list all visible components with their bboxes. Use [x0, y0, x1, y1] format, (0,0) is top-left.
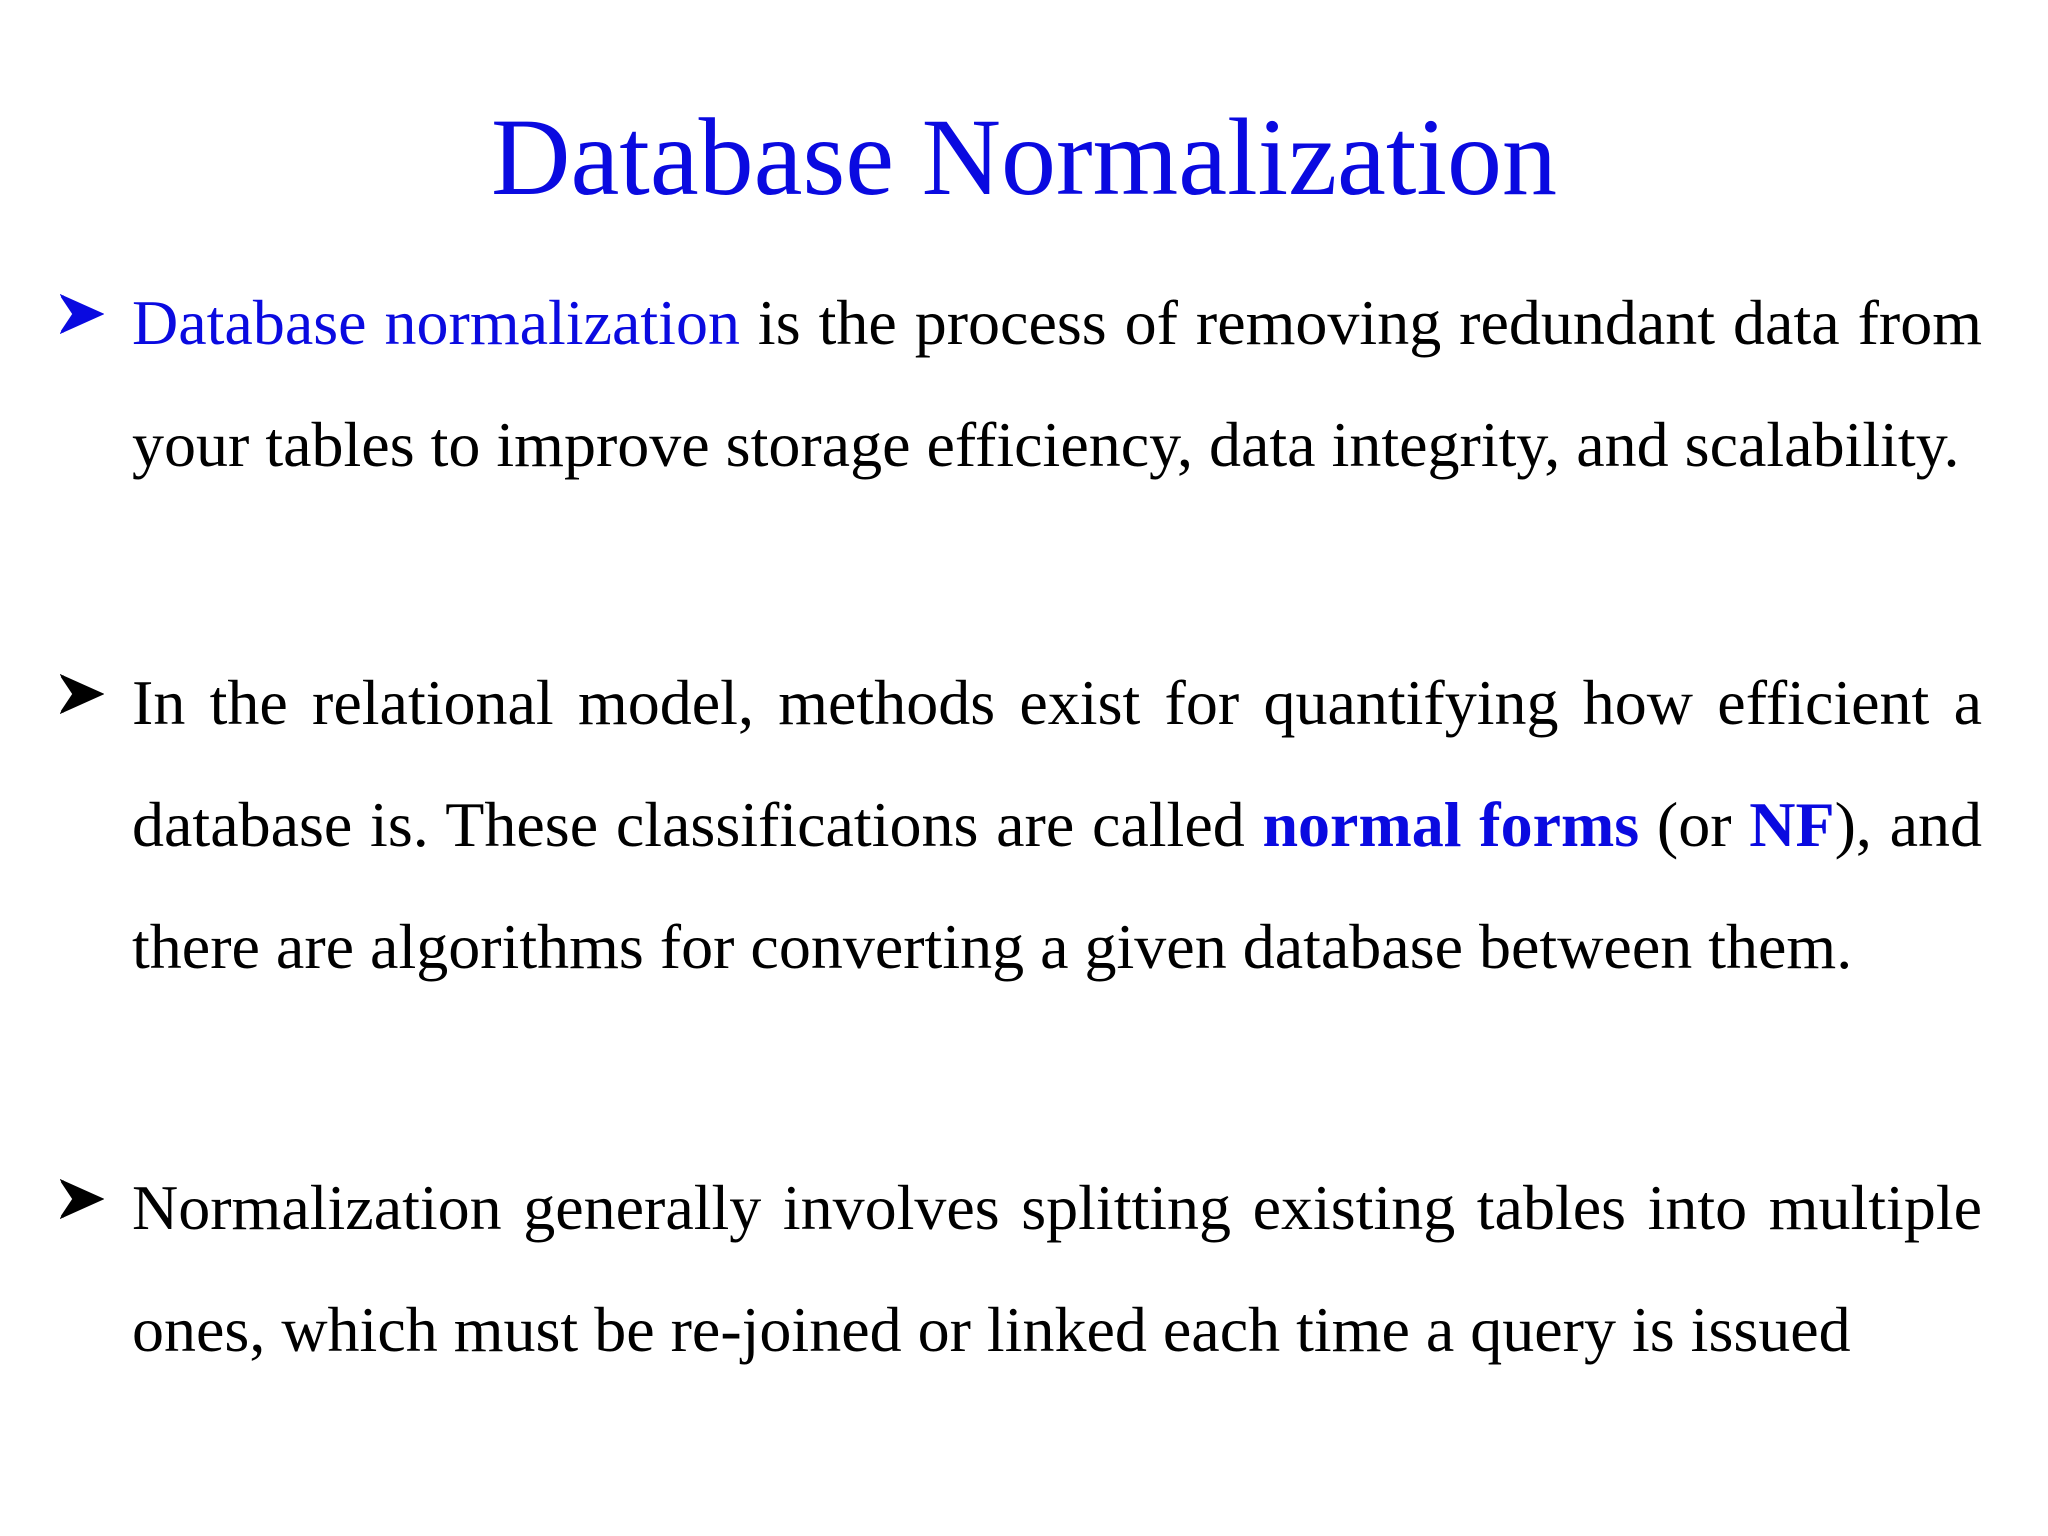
- bullet-text: In the relational model, methods exist for quantifying how efficient a database is. These classifications are called: [132, 667, 1982, 860]
- bullet-item: [132, 262, 1982, 506]
- bullet-item: [132, 1147, 1982, 1391]
- bullet-text: Normalization generally involves splitting existing tables into multiple ones, which must be re-joined or linked each time a query is issued: [132, 1172, 1982, 1365]
- nf-term: NF: [1749, 789, 1835, 860]
- arrowhead-bullet-icon: [60, 292, 104, 336]
- slide-title: Database Normalization: [491, 96, 1557, 218]
- bullet-item: [132, 642, 1982, 1008]
- arrowhead-bullet-icon: [60, 672, 104, 716]
- normal-forms-term: normal forms: [1262, 789, 1640, 860]
- bullet-highlight-term: Database normalization: [132, 287, 740, 358]
- bullet-text: (or: [1639, 789, 1750, 860]
- bullet-text: ), and there are algorithms for converting a given database between them.: [132, 789, 1982, 982]
- bullet-text: is the process of removing redundant data from your tables to improve storage efficiency, data integrity, and scalability.: [132, 287, 1982, 480]
- arrowhead-bullet-icon: [60, 1177, 104, 1221]
